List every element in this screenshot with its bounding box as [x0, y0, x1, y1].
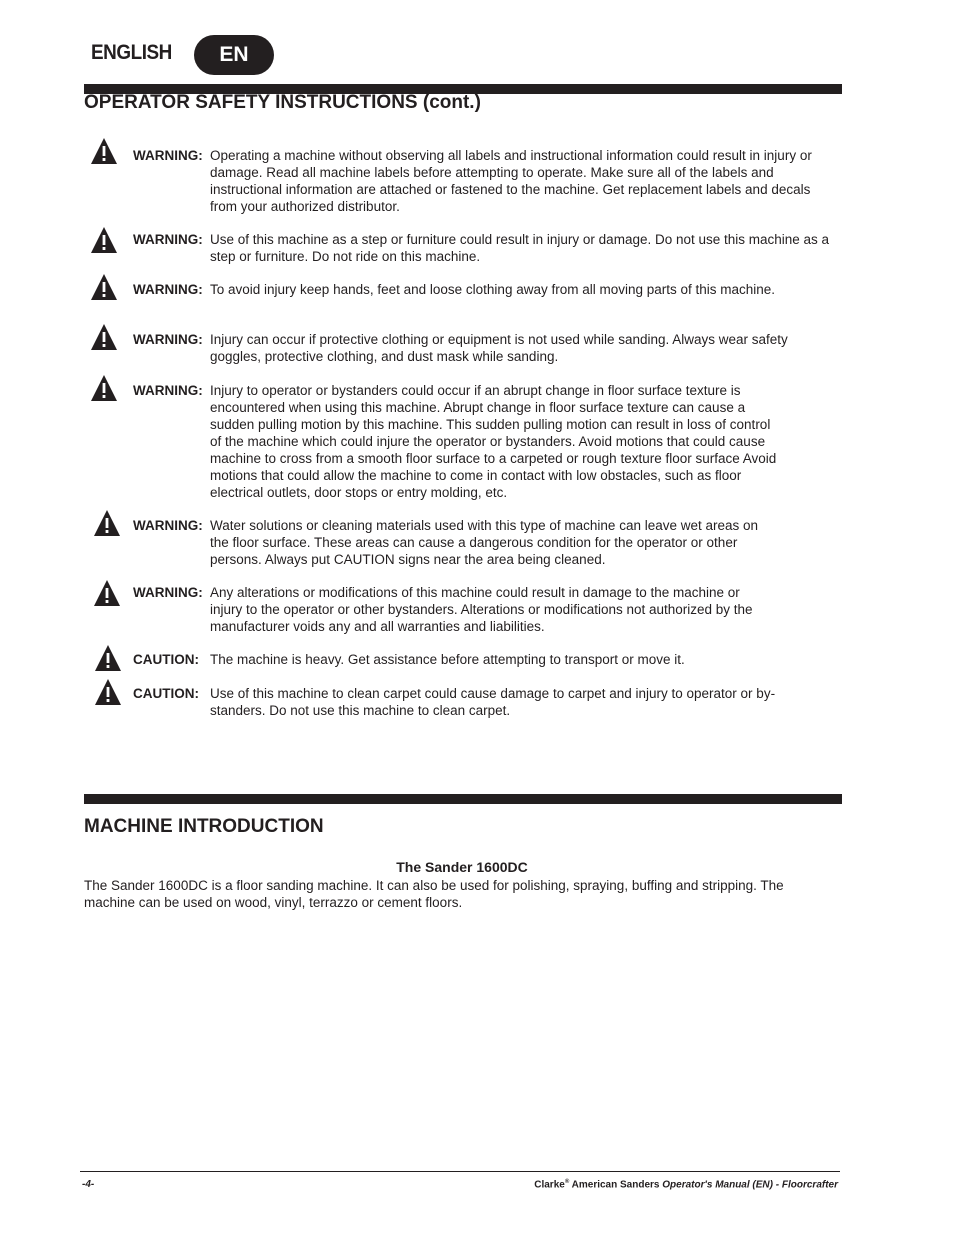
- notice-label: WARNING:: [133, 518, 203, 533]
- notice-text: Water solutions or cleaning materials used with this type of machine can leave wet areas on the floor surface. These areas can cause a dangerous condition for the operator or other persons. Always put CAUTION signs near the area being cleaned.: [210, 518, 759, 567]
- notice-label: WARNING:: [133, 148, 203, 163]
- footer-rule: [80, 1171, 840, 1172]
- subsection-title: The Sander 1600DC: [396, 859, 528, 875]
- notice-label: WARNING:: [133, 232, 203, 247]
- notice-label: WARNING:: [133, 383, 203, 398]
- warning-triangle-icon: [93, 509, 121, 537]
- warning-triangle-icon: [90, 323, 118, 351]
- language-label: ENGLISH: [91, 41, 172, 64]
- warning-triangle-icon: [90, 273, 118, 301]
- notice-text: Any alterations or modifications of this machine could result in damage to the machine or injury to the operator or other bystanders. Alterations or modifications not authorized by the manufacturer voids any and all warranties and liabilities.: [210, 585, 753, 634]
- notice-text: Injury to operator or bystanders could occur if an abrupt change in floor surface texture is encountered when using this machine. Abrupt change in floor surface texture can cause a sudden pulling motion by this machine. This sudden pulling motion can result in loss of control of the machine which could injure the operator or bystanders. Avoid motions that could cause machine to cross from a smooth floor surface to a carpeted or rough texture floor surface Avoid motions that could allow the machine to come in contact with low obstacles, such as floor electrical outlets, door stops or entry molding, etc.: [210, 383, 777, 500]
- notice-label: WARNING:: [133, 282, 203, 297]
- warning-triangle-icon: [90, 374, 118, 402]
- notice-text: Use of this machine to clean carpet could cause damage to carpet and injury to operator or by-standers. Do not use this machine to clean carpet.: [210, 686, 776, 718]
- notice-text: Use of this machine as a step or furniture could result in injury or damage. Do not use this machine as a step or furniture. Do not ride on this machine.: [210, 232, 830, 264]
- footer-brand: Clarke: [534, 1179, 565, 1191]
- notice-label: WARNING:: [133, 332, 203, 347]
- warning-triangle-icon: [90, 226, 118, 254]
- notice-label: CAUTION:: [133, 652, 199, 667]
- footer-credit: [534, 1179, 838, 1190]
- warning-triangle-icon: [93, 579, 121, 607]
- notice-text: The machine is heavy. Get assistance before attempting to transport or move it.: [210, 652, 685, 667]
- notice-label: CAUTION:: [133, 686, 199, 701]
- notice-text: Operating a machine without observing all labels and instructional information could result in injury or damage. Read all machine labels before attempting to operate. Make sure all of the labels and instructional information are attached or fastened to the machine. Get replacement labels and decals from your authorized distributor.: [210, 148, 812, 214]
- section-title-safety: OPERATOR SAFETY INSTRUCTIONS (cont.): [84, 92, 481, 113]
- warning-triangle-icon: [94, 678, 122, 706]
- registered-mark: ®: [564, 1179, 570, 1185]
- page-number: -4-: [82, 1179, 95, 1190]
- section-rule: [84, 794, 842, 804]
- intro-paragraph: The Sander 1600DC is a floor sanding machine. It can also be used for polishing, spraying, buffing and stripping. The machine can be used on wood, vinyl, terrazzo or cement floors.: [84, 878, 784, 910]
- footer-company: American Sanders: [569, 1179, 663, 1191]
- notice-text: To avoid injury keep hands, feet and loose clothing away from all moving parts of this machine.: [210, 282, 776, 297]
- notice-text: Injury can occur if protective clothing or equipment is not used while sanding. Always wear safety goggles, protective clothing, and dust mask while sanding.: [210, 332, 788, 364]
- warning-triangle-icon: [90, 137, 118, 165]
- notice-label: WARNING:: [133, 585, 203, 600]
- footer-manual-title: Operator's Manual (EN) - Floorcrafter: [662, 1179, 838, 1191]
- section-title-introduction: MACHINE INTRODUCTION: [84, 816, 324, 837]
- warning-triangle-icon: [94, 644, 122, 672]
- language-badge: EN: [194, 35, 274, 75]
